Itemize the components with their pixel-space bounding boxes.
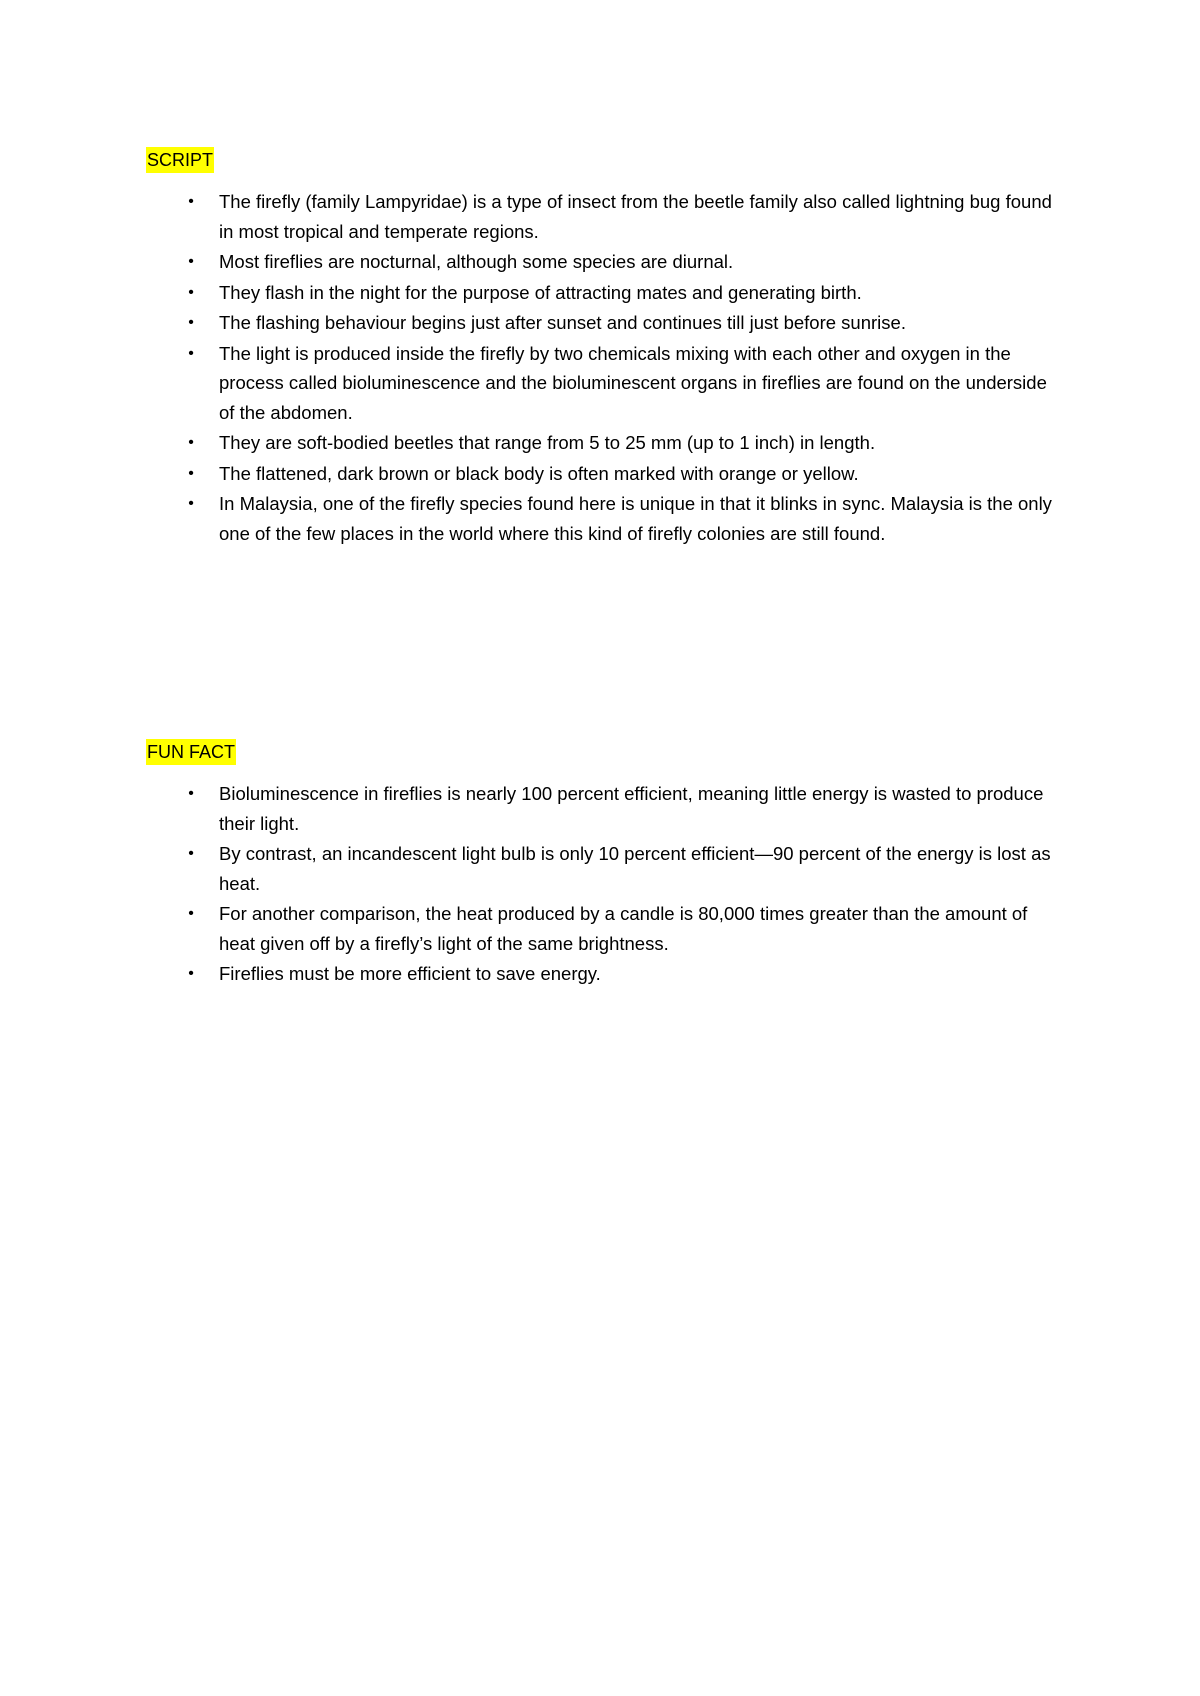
- script-item-text: The flashing behaviour begins just after sunset and continues till just before sunrise.: [219, 312, 906, 333]
- script-item-text: They are soft-bodied beetles that range from 5 to 25 mm (up to 1 inch) in length.: [219, 432, 876, 453]
- fun-fact-item-2: [146, 839, 1066, 898]
- fun-fact-item-3: [146, 899, 1066, 958]
- bullet-icon: •: [188, 495, 194, 512]
- bullet-icon: •: [188, 845, 194, 862]
- script-section: [146, 147, 1066, 549]
- bullet-icon: •: [188, 314, 194, 331]
- fun-fact-item-text: For another comparison, the heat produced by a candle is 80,000 times greater than the amount of heat given off by a firefly’s light of the same brightness.: [219, 903, 1028, 954]
- bullet-icon: •: [188, 905, 194, 922]
- script-item-8: [146, 489, 1066, 548]
- fun-fact-section: [146, 739, 1066, 990]
- fun-fact-heading: FUN FACT: [146, 739, 236, 765]
- bullet-icon: •: [188, 253, 194, 270]
- bullet-icon: •: [188, 965, 194, 982]
- script-item-1: [146, 187, 1066, 246]
- bullet-icon: •: [188, 344, 194, 362]
- script-item-7: [146, 459, 1066, 489]
- fun-fact-item-text: Fireflies must be more efficient to save energy.: [219, 963, 601, 984]
- fun-fact-item-4: [146, 959, 1066, 989]
- script-item-text: They flash in the night for the purpose of attracting mates and generating birth.: [219, 281, 862, 303]
- fun-fact-item-text: Bioluminescence in fireflies is nearly 100 percent efficient, meaning little energy is wasted to produce their light.: [219, 783, 1044, 834]
- script-item-text: The flattened, dark brown or black body is often marked with orange or yellow.: [219, 462, 859, 484]
- script-item-text: In Malaysia, one of the firefly species found here is unique in that it blinks in sync. Malaysia is the only one of the few places in the world where this kind of firefly colonies are still found.: [219, 493, 1052, 544]
- bullet-icon: •: [188, 464, 194, 482]
- script-item-5: [146, 339, 1066, 428]
- bullet-icon: •: [188, 283, 194, 301]
- bullet-icon: •: [188, 785, 194, 802]
- script-item-3: [146, 278, 1066, 308]
- bullet-icon: •: [188, 193, 194, 210]
- script-bullet-list: [146, 187, 1066, 548]
- script-item-6: [146, 428, 1066, 458]
- script-item-text: The firefly (family Lampyridae) is a type of insect from the beetle family also called lightning bug found in most tropical and temperate regions.: [219, 191, 1052, 242]
- script-item-text: The light is produced inside the firefly by two chemicals mixing with each other and oxygen in the process called bioluminescence and the bioluminescent organs in fireflies are found on the underside of the abdomen.: [219, 342, 1047, 423]
- bullet-icon: •: [188, 434, 194, 451]
- script-heading: SCRIPT: [146, 147, 214, 173]
- script-item-text: Most fireflies are nocturnal, although some species are diurnal.: [219, 251, 734, 272]
- script-item-4: [146, 308, 1066, 338]
- fun-fact-item-text: By contrast, an incandescent light bulb is only 10 percent efficient—90 percent of the energy is lost as heat.: [219, 843, 1051, 894]
- fun-fact-item-1: [146, 779, 1066, 838]
- fun-fact-bullet-list: [146, 779, 1066, 989]
- script-item-2: [146, 247, 1066, 277]
